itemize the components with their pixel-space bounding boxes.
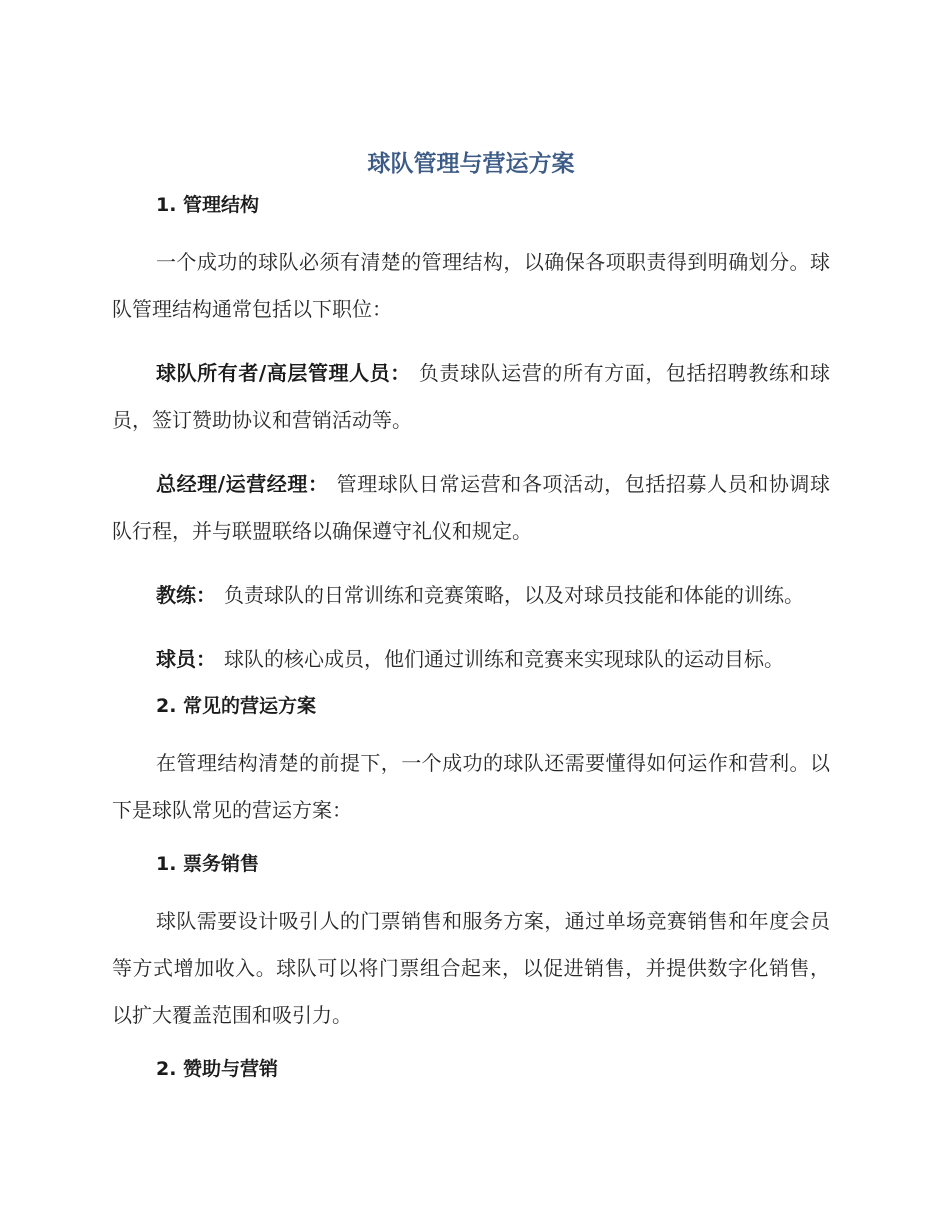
role-coach <box>112 572 830 619</box>
paragraph-ticket-sales: 球队需要设计吸引人的门票销售和服务方案，通过单场竞赛销售和年度会员等方式增加收入。球队可以将门票组合起来，以促进销售，并提供数字化销售，以扩大覆盖范围和吸引力。 <box>112 909 830 1027</box>
role-description: 球队的核心成员，他们通过训练和竞赛来实现球队的运动目标。 <box>224 647 784 671</box>
role-player <box>112 636 830 683</box>
document-title: 球队管理与营运方案 <box>367 151 575 177</box>
subsection-heading-ticket-sales: 1. 票务销售 <box>156 853 260 875</box>
section-heading-management-structure: 1. 管理结构 <box>156 194 260 216</box>
role-general-manager <box>112 461 830 555</box>
paragraph-management-intro: 一个成功的球队必须有清楚的管理结构，以确保各项职责得到明确划分。球队管理结构通常包括以下职位： <box>112 250 830 321</box>
subsection-heading-sponsorship: 2. 赞助与营销 <box>156 1058 279 1080</box>
paragraph-operations-intro: 在管理结构清楚的前提下，一个成功的球队还需要懂得如何运作和营利。以下是球队常见的营运方案： <box>112 751 830 822</box>
role-owner <box>112 350 830 444</box>
role-description: 管理球队日常运营和各项活动，包括招募人员和协调球队行程，并与联盟联络以确保遵守礼仪和规定。 <box>112 472 830 543</box>
role-description: 负责球队运营的所有方面，包括招聘教练和球员，签订赞助协议和营销活动等。 <box>112 361 831 432</box>
role-term: 球员： <box>156 647 216 671</box>
document-page <box>112 146 830 1103</box>
role-term: 教练： <box>156 583 216 607</box>
section-heading-operations: 2. 常见的营运方案 <box>156 695 317 717</box>
role-description: 负责球队的日常训练和竞赛策略，以及对球员技能和体能的训练。 <box>224 583 804 607</box>
role-term: 球队所有者/高层管理人员： <box>156 361 411 385</box>
role-term: 总经理/运营经理： <box>156 472 329 496</box>
